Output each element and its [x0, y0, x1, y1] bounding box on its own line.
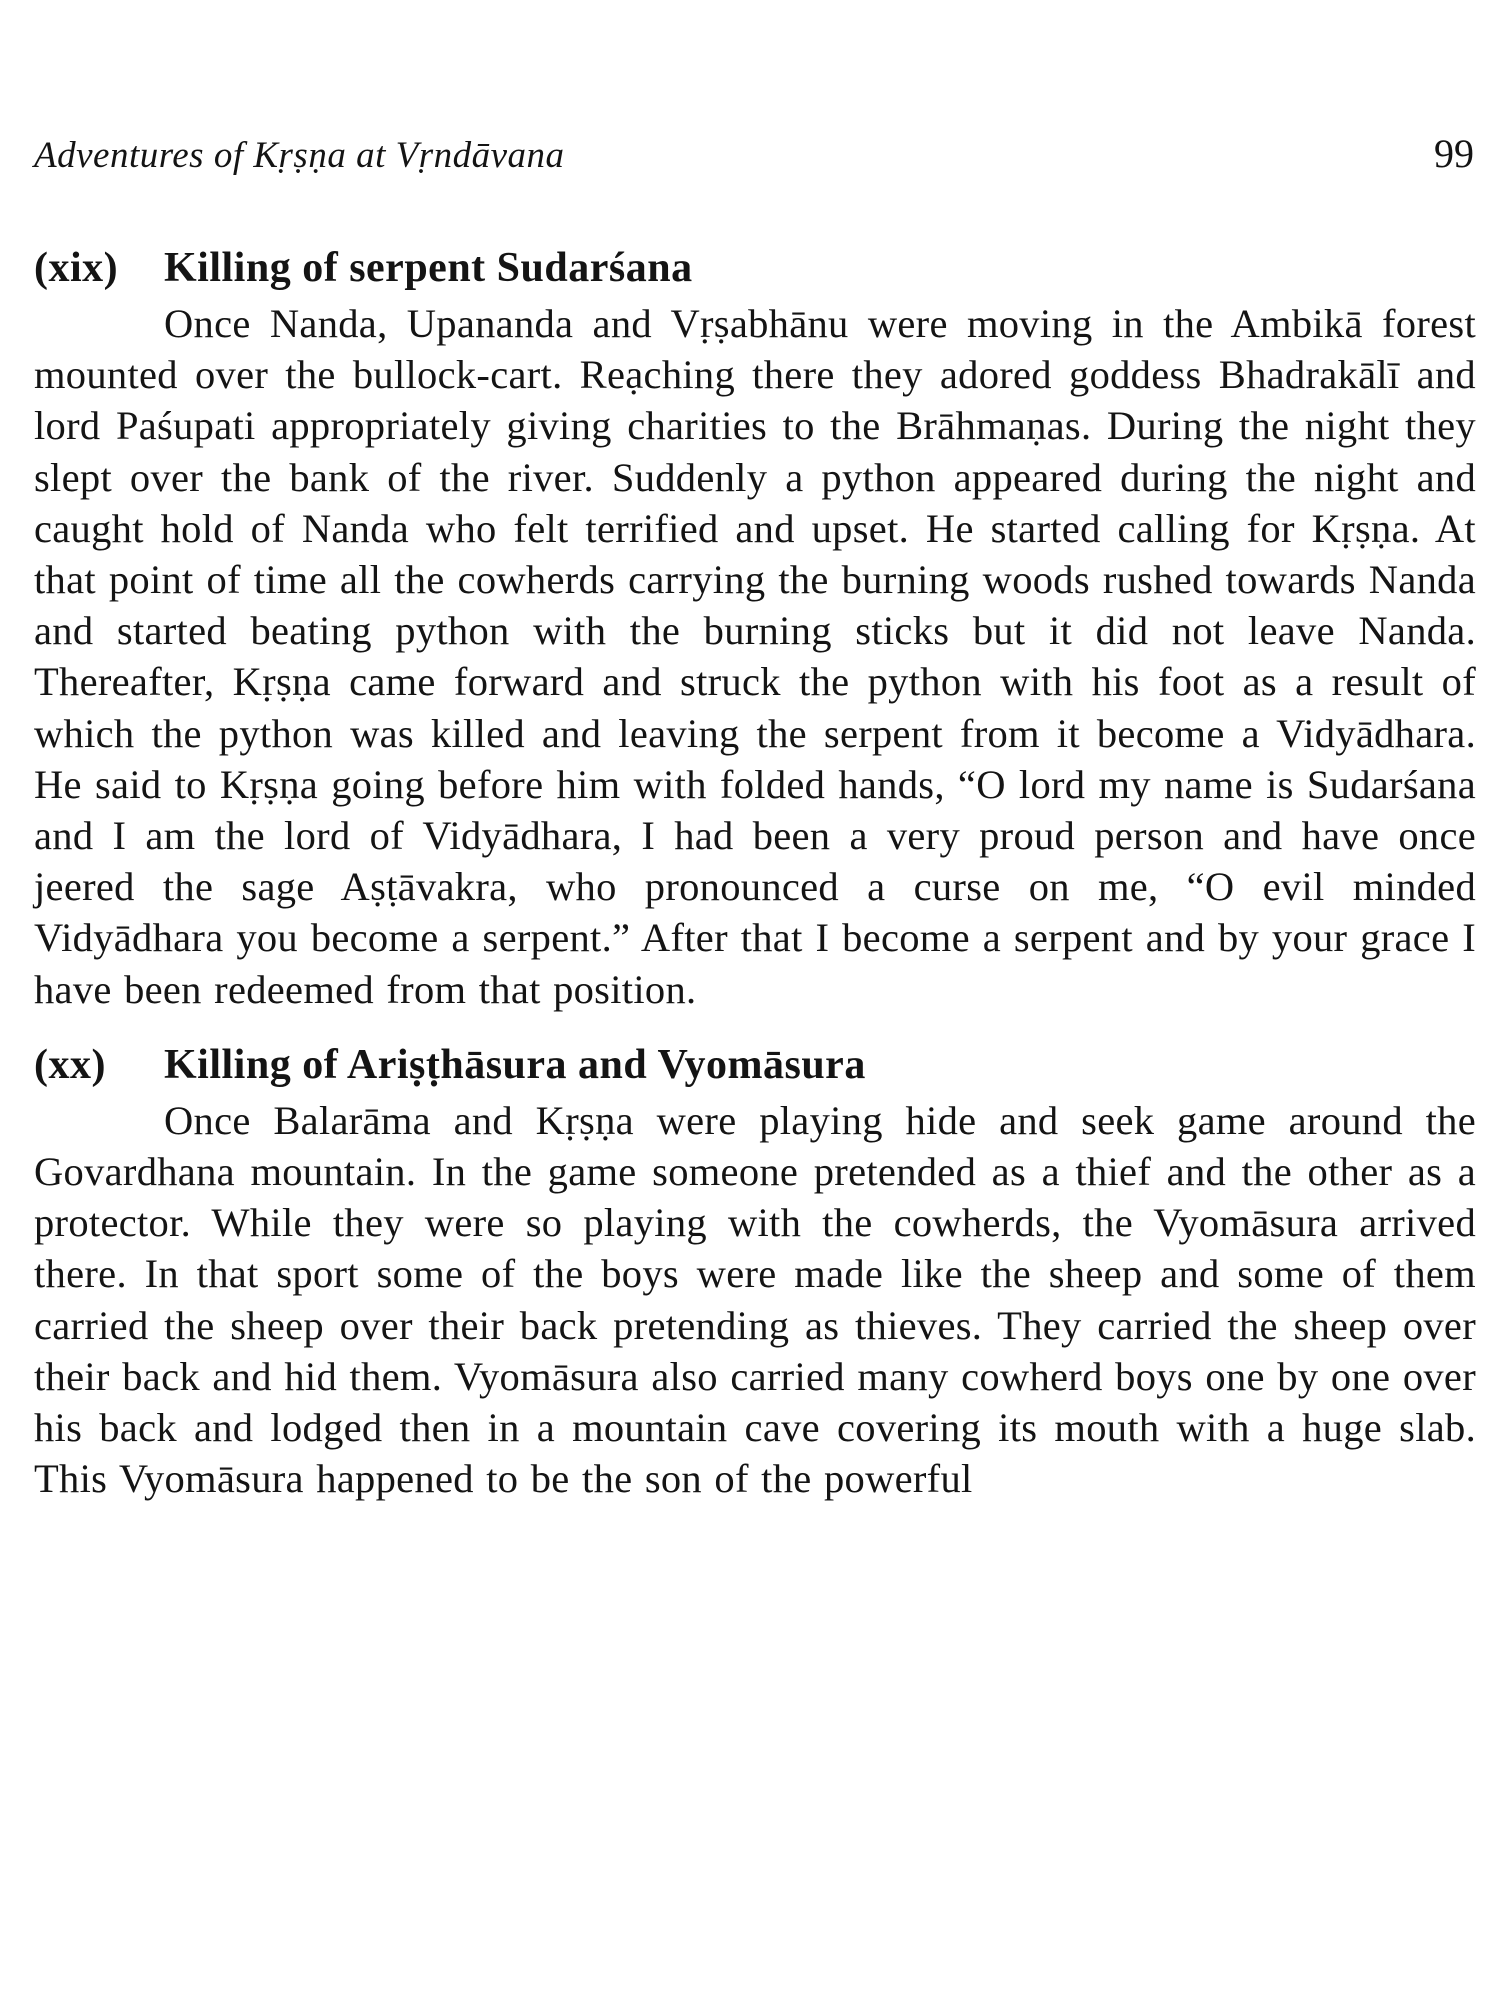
section-heading: [34, 1037, 1476, 1093]
section-number: (xix): [34, 245, 119, 291]
section-heading: [34, 240, 1476, 296]
section-title: Killing of Ariṣṭhāsura and Vyomāsura: [164, 1041, 866, 1088]
section-number: (xx): [34, 1041, 106, 1088]
page-number: 99: [1434, 131, 1474, 176]
book-page: [34, 130, 1476, 1526]
running-title: Adventures of Kṛṣṇa at Vṛndāvana: [34, 135, 565, 176]
running-header: [34, 130, 1476, 200]
section-paragraph: Once Nanda, Upananda and Vṛṣabhānu were moving in the Ambikā forest mounted over the bullock-cart. Reạching there they adored goddess Bhadrakālī and lord Paśupati appropriately giving charities to the Brāhmaṇas. During the night they slept over the bank of the river. Suddenly a python appeared during the night and caught hold of Nanda who felt terrified and upset. He started calling for Kṛṣṇa. At that point of time all the cowherds carrying the burning woods rushed towards Nanda and started beating python with the burning sticks but it did not leave Nanda. Thereafter, Kṛṣṇa came forward and struck the python with his foot as a result of which the python was killed and leaving the serpent from it become a Vidyādhara. He said to Kṛṣṇa going before him with folded hands, “O lord my name is Sudarśana and I am the lord of Vidyādhara, I had been a very proud person and have once jeered the sage Aṣṭāvakra, who pronounced a curse on me, “O evil minded Vidyādhara you become a serpent.” After that I become a serpent and by your grace I have been redeemed from that position.: [34, 301, 1476, 1012]
section-paragraph: Once Balarāma and Kṛṣṇa were playing hide and seek game around the Govardhana mountain. In the game someone pretended as a thief and the other as a protector. While they were so playing with the cowherds, the Vyomāsura arrived there. In that sport some of the boys were made like the sheep and some of them carried the sheep over their back pretending as thieves. They carried the sheep over their back and hid them. Vyomāsura also carried many cowherd boys one by one over his back and lodged then in a mountain cave covering its mouth with a huge slab. This Vyomāsura happened to be the son of the powerful: [34, 1097, 1476, 1502]
section-sudarsana: [34, 240, 1476, 1015]
section-aristhasura-vyomasura: [34, 1037, 1476, 1505]
section-title: Killing of serpent Sudarśana: [164, 245, 693, 291]
